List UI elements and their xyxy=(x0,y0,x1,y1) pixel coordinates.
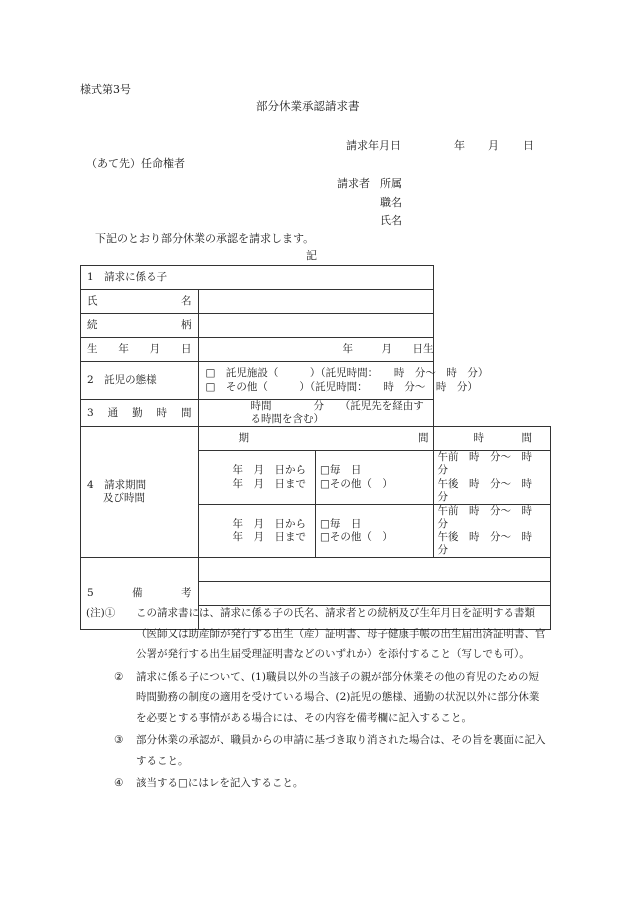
affiliation-label: 所属 xyxy=(380,177,402,190)
requester-label: 請求者 xyxy=(337,177,370,190)
intro-text: 下記のとおり部分休業の承認を請求します。 xyxy=(95,232,315,245)
note-4-marker: ④ xyxy=(114,777,124,789)
frequency-1[interactable]: □毎 日 □その他（ ） xyxy=(316,451,434,505)
section-5-label: 5 備 考 xyxy=(81,558,199,630)
note-3-marker: ③ xyxy=(114,734,124,746)
care-options[interactable] xyxy=(198,362,489,400)
section-4-label: 4 請求期間 及び時間 xyxy=(81,427,199,558)
section-2-label: 2 託児の態様 xyxy=(81,362,199,400)
note-3 xyxy=(86,730,546,771)
notes-section xyxy=(86,603,546,794)
child-name-label: 氏 名 xyxy=(81,290,199,314)
note-1 xyxy=(86,603,546,665)
request-month-label: 月 xyxy=(488,139,499,152)
note-4 xyxy=(86,773,546,794)
note-2-marker: ② xyxy=(114,670,124,683)
position-label: 職名 xyxy=(380,196,402,209)
period-dates-1[interactable]: 年 月 日から 年 月 日まで xyxy=(198,451,316,505)
time-header: 時 間 xyxy=(433,427,551,451)
note-4-text: 該当する□にはレを記入すること。 xyxy=(136,777,304,789)
section-1-header: 1 請求に係る子 xyxy=(81,266,434,290)
note-3-text: 部分休業の承認が、職員からの申請に基づき取り消された場合は、その旨を裏面に記入すること。 xyxy=(136,734,546,767)
form-number: 様式第3号 xyxy=(80,83,131,96)
note-1-marker: (注)① xyxy=(86,607,116,619)
request-date-label: 請求年月日 xyxy=(346,139,401,152)
document-title: 部分休業承認請求書 xyxy=(256,99,360,113)
birthdate-field[interactable]: 年 月 日生 xyxy=(198,338,433,362)
remarks-line-1[interactable] xyxy=(198,558,551,582)
relationship-field[interactable] xyxy=(198,314,433,338)
child-name-field[interactable] xyxy=(198,290,433,314)
time-range-2[interactable]: 午前 時 分～ 時 分 午後 時 分～ 時 分 xyxy=(433,504,551,558)
addressee: （あて先）任命権者 xyxy=(86,157,185,170)
request-form-table xyxy=(80,265,551,630)
request-year-label: 年 xyxy=(454,139,465,152)
ki-label: 記 xyxy=(306,249,317,262)
care-option-other[interactable]: □ その他（ ）（託児時間： 時 分～ 時 分） xyxy=(205,380,478,393)
time-range-1[interactable]: 午前 時 分～ 時 分 午後 時 分～ 時 分 xyxy=(433,451,551,505)
section-3-label: 3 通 勤 時 間 xyxy=(81,400,199,427)
frequency-2[interactable]: □毎 日 □その他（ ） xyxy=(316,504,434,558)
care-option-facility[interactable]: □ 託児施設（ ）（託児時間： 時 分～ 時 分） xyxy=(205,367,489,380)
name-label: 氏名 xyxy=(380,214,402,227)
commute-time-field[interactable]: 時間 分 （託児先を経由する時間を含む） xyxy=(198,400,433,427)
note-2-text: 請求に係る子について、(1)職員以外の当該子の親が部分休業その他の育児のための短時間勤務の制度の適用を受けている場合、(2)託児の態様、通勤の状況以外に部分休業を必要とする事情がある場合には、その内容を備考欄に記入すること。 xyxy=(136,670,540,724)
birthdate-label: 生 年 月 日 xyxy=(81,338,199,362)
request-day-label: 日 xyxy=(523,139,534,152)
note-1-text: この請求書には、請求に係る子の氏名、請求者との続柄及び生年月日を証明する書類（医師又は助産師が発行する出生（産）証明書、母子健康手帳の出生届出済証明書、官公署が発行する出生届受理証明書などのいずれか）を添付すること（写しでも可）。 xyxy=(136,607,546,660)
note-2 xyxy=(86,667,546,729)
relationship-label: 続 柄 xyxy=(81,314,199,338)
period-header: 期 間 xyxy=(198,427,433,451)
period-dates-2[interactable]: 年 月 日から 年 月 日まで xyxy=(198,504,316,558)
